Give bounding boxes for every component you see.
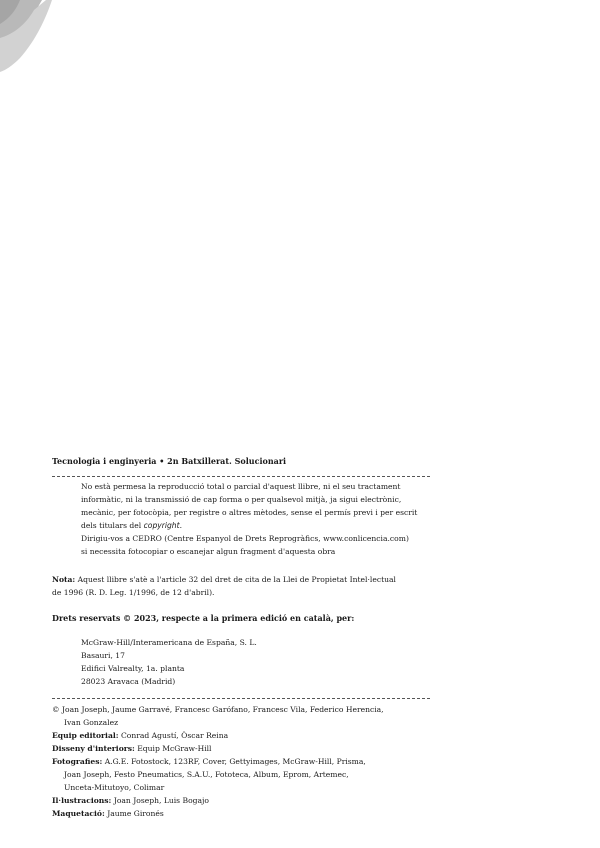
credit-value: Joan Joseph, Luis Bogajo — [111, 796, 209, 805]
publisher-address — [81, 636, 257, 688]
credit-value: Conrad Agustí, Òscar Reina — [118, 731, 229, 740]
copyright-word: copyright — [143, 521, 180, 530]
dashed-divider — [52, 698, 430, 699]
publisher-street: Basauri, 17 — [81, 651, 125, 660]
credit-label: Il·lustracions: — [52, 796, 112, 805]
notice-line: si necessita fotocopiar o escanejar algun fragment d'aquesta obra — [81, 547, 336, 556]
nota-text: Aquest llibre s'atè a l'article 32 del dret de cita de la Llei de Propietat Intel·lectual — [75, 575, 396, 584]
notice-line: Dirigiu-vos a CEDRO (Centre Espanyol de Drets Reprogràfics, www.conlicencia.com) — [81, 534, 409, 543]
notice-text: dels titulars del — [81, 521, 144, 530]
copyright-notice — [81, 480, 431, 558]
credit-value: Jaume Gironés — [104, 809, 164, 818]
notice-line: No està permesa la reproducció total o parcial d'aquest llibre, ni el seu tractament — [81, 482, 401, 491]
notice-line — [81, 519, 431, 532]
credit-value: Joan Joseph, Festo Pneumatics, S.A.U., Fototeca, Album, Eprom, Artemec, — [64, 770, 349, 779]
credit-value: A.G.E. Fotostock, 123RF, Cover, Gettyimages, McGraw-Hill, Prisma, — [102, 757, 366, 766]
credit-label: Maquetació: — [52, 809, 105, 818]
nota-label: Nota: — [52, 575, 76, 584]
notice-line: informàtic, ni la transmissió de cap forma o per qualsevol mitjà, ja sigui electrònic, — [81, 495, 402, 504]
rights-reserved: Drets reservats © 2023, respecte a la primera edició en català, per: — [52, 613, 355, 623]
credit-label: Disseny d'interiors: — [52, 744, 135, 753]
notice-line: mecànic, per fotocòpia, per registre o altres mètodes, sense el permís previ i per escrit — [81, 508, 418, 517]
nota-text: de 1996 (R. D. Leg. 1/1996, de 12 d'abril). — [52, 588, 215, 597]
publisher-city: 28023 Aravaca (Madrid) — [81, 677, 176, 686]
credits — [52, 703, 430, 820]
credit-value: Equip McGraw-Hill — [134, 744, 212, 753]
credit-value: Unceta-Mitutoyo, Colimar — [64, 783, 165, 792]
dashed-divider — [52, 476, 430, 477]
document-title: Tecnologia i enginyeria • 2n Batxillerat. Solucionari — [52, 456, 287, 466]
authors: Ivan Gonzalez — [64, 718, 119, 727]
credit-label: Fotografies: — [52, 757, 103, 766]
credit-label: Equip editorial: — [52, 731, 119, 740]
publisher-building: Edifici Valrealty, 1a. planta — [81, 664, 185, 673]
corner-decoration-icon — [0, 0, 70, 80]
notice-text: . — [179, 521, 183, 530]
publisher-name: McGraw-Hill/Interamericana de España, S. L. — [81, 638, 257, 647]
nota-paragraph — [52, 573, 430, 599]
authors: © Joan Joseph, Jaume Garravé, Francesc Garófano, Francesc Vila, Federico Herencia, — [52, 705, 384, 714]
